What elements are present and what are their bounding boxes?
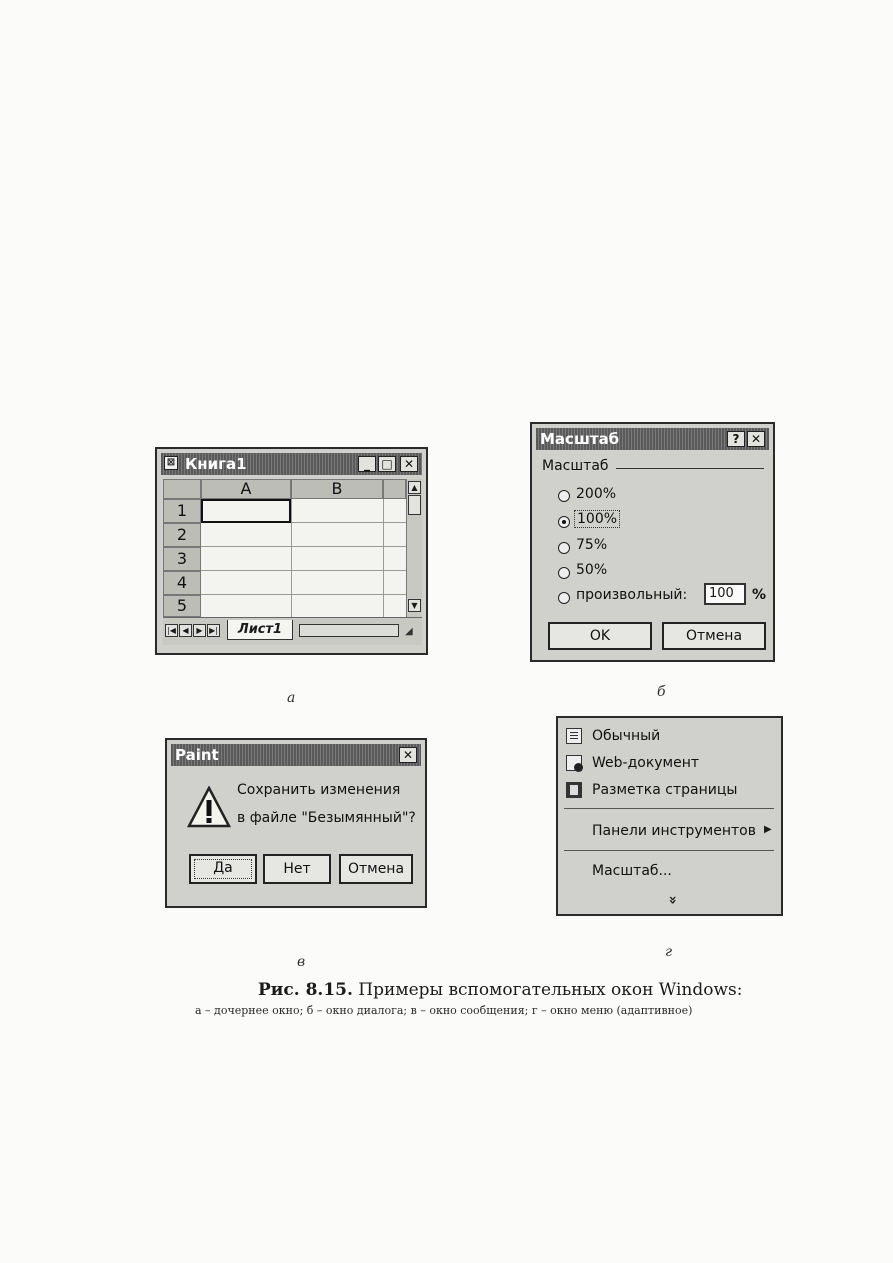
vertical-scrollbar[interactable] [406,479,422,617]
normal-view-icon [566,728,582,744]
resize-grip-icon[interactable]: ◢ [405,626,413,637]
close-button[interactable]: ✕ [747,431,765,447]
web-document-icon [566,755,582,771]
sheet-tabs-bar [163,617,422,645]
message-line-1: Сохранить изменения [237,782,401,798]
warning-icon [187,786,231,828]
caption-c: в [297,954,306,970]
radio-50-label[interactable]: 50% [576,562,608,578]
active-cell-a1[interactable] [201,499,291,523]
radio-100[interactable] [558,516,570,528]
figure-title-bold: Рис. 8.15. [258,980,353,1000]
column-header-c[interactable] [383,479,406,499]
radio-50[interactable] [558,567,570,579]
paint-title: Paint [175,746,219,764]
minimize-button[interactable]: _ [358,456,376,472]
menu-separator-1 [564,808,774,809]
radio-100-label[interactable]: 100% [574,510,620,528]
paint-message-window [165,738,427,908]
select-all-corner[interactable] [163,479,201,499]
ok-button[interactable]: OK [548,622,652,650]
menu-item-normal[interactable]: Обычный [592,728,661,744]
menu-item-web-document[interactable]: Web-документ [592,755,700,771]
paint-titlebar[interactable] [171,744,421,766]
figure-title-rest: Примеры вспомогательных окон Windows: [352,980,743,1000]
prev-sheet-arrow-icon[interactable]: ◀ [179,624,192,637]
row-header-5[interactable]: 5 [163,595,201,617]
cancel-button[interactable]: Отмена [662,622,766,650]
horizontal-scrollbar[interactable] [299,624,399,637]
close-button[interactable]: ✕ [400,456,418,472]
caption-d: г [665,944,673,960]
radio-75-label[interactable]: 75% [576,537,608,553]
zoom-dialog-title: Масштаб [540,430,620,448]
radio-selected-dot [562,520,566,524]
row-header-1[interactable]: 1 [163,499,201,523]
row-header-3[interactable]: 3 [163,547,201,571]
groupbox-divider [616,468,764,469]
message-line-2: в файле "Безымянный"? [237,810,416,826]
first-sheet-arrow-icon[interactable]: |◀ [165,624,178,637]
column-header-a[interactable]: A [201,479,291,499]
close-button[interactable]: ✕ [399,747,417,763]
menu-item-page-layout[interactable]: Разметка страницы [592,782,738,798]
radio-200[interactable] [558,490,570,502]
page-layout-icon [566,782,582,798]
zoom-dialog-titlebar[interactable] [536,428,769,450]
menu-expand-chevron-icon[interactable]: » [664,895,681,905]
figure-subtitle: а – дочернее окно; б – окно диалога; в – окно сообщения; г – окно меню (адаптивное) [195,1004,693,1017]
zoom-dialog-window [530,422,775,662]
next-sheet-arrow-icon[interactable]: ▶ [193,624,206,637]
spreadsheet-titlebar[interactable] [161,453,422,475]
sheet-tab-list1[interactable]: Лист1 [227,620,293,640]
help-button[interactable]: ? [727,431,745,447]
menu-item-toolbars[interactable]: Панели инструментов [592,823,756,839]
scroll-down-arrow-icon[interactable]: ▼ [408,599,421,612]
last-sheet-arrow-icon[interactable]: ▶| [207,624,220,637]
column-header-b[interactable]: B [291,479,383,499]
radio-custom-label[interactable]: произвольный: [576,587,688,603]
scroll-up-arrow-icon[interactable]: ▲ [408,481,421,494]
percent-sign: % [752,587,767,603]
adaptive-menu-window [556,716,783,916]
figure-title [258,980,743,1000]
radio-75[interactable] [558,542,570,554]
custom-zoom-input[interactable]: 100 [704,583,746,605]
spreadsheet-child-window [155,447,428,655]
zoom-groupbox-label: Масштаб [542,458,609,474]
yes-button[interactable]: Да [189,854,257,884]
spreadsheet-title: Книга1 [185,455,247,473]
menu-separator-2 [564,850,774,851]
row-header-4[interactable]: 4 [163,571,201,595]
submenu-arrow-icon: ▶ [764,824,772,835]
menu-item-zoom[interactable]: Масштаб... [592,863,672,879]
no-button[interactable]: Нет [263,854,331,884]
spreadsheet-app-icon[interactable]: ⊠ [164,456,178,470]
scroll-thumb[interactable] [408,495,421,515]
radio-custom[interactable] [558,592,570,604]
caption-a: а [287,690,296,706]
maximize-button[interactable]: □ [378,456,396,472]
cancel-button[interactable]: Отмена [339,854,413,884]
radio-200-label[interactable]: 200% [576,486,617,502]
caption-b: б [657,684,666,700]
row-header-2[interactable]: 2 [163,523,201,547]
